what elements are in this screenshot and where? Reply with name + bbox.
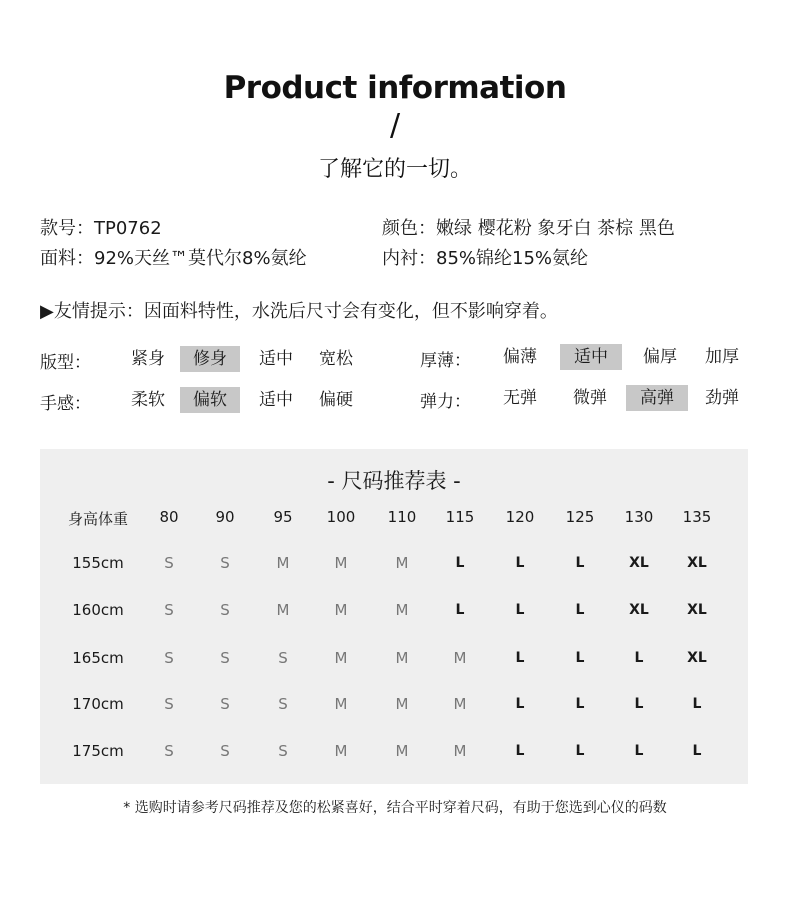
thickness-label: 厚薄：: [420, 351, 471, 371]
height-label: 165cm: [72, 649, 124, 667]
size-cell: XL: [687, 650, 707, 666]
weight-header: 110: [387, 508, 417, 526]
feel-label: 手感：: [40, 394, 91, 414]
thickness-option-selected: 适中: [560, 344, 622, 370]
style-number: 款号：TP0762: [40, 218, 162, 239]
fabric-composition: 面料：92%天丝™莫代尔8%氨纶: [40, 248, 307, 269]
weight-header: 115: [445, 508, 475, 526]
size-table-title: - 尺码推荐表 -: [327, 469, 461, 493]
size-cell: L: [575, 696, 585, 712]
height-label: 175cm: [72, 742, 124, 760]
care-tip: ▶友情提示：因面料特性，水洗后尺寸会有变化，但不影响穿着。: [40, 301, 558, 322]
size-cell: S: [220, 601, 230, 619]
color-options: 颜色：嫩绿 樱花粉 象牙白 茶棕 黑色: [382, 218, 675, 239]
footnote: * 选购时请参考尺码推荐及您的松紧喜好，结合平时穿着尺码，有助于您选到心仪的码数: [123, 800, 667, 816]
size-cell: S: [278, 649, 288, 667]
feel-option: 偏硬: [319, 390, 353, 410]
size-cell: S: [164, 695, 174, 713]
size-cell: L: [575, 555, 585, 571]
size-cell: M: [395, 742, 409, 760]
fit-label: 版型：: [40, 353, 91, 373]
elasticity-label: 弹力：: [420, 392, 471, 412]
height-label: 155cm: [72, 554, 124, 572]
size-cell: M: [334, 649, 348, 667]
size-cell: L: [634, 743, 644, 759]
size-cell: M: [395, 649, 409, 667]
size-cell: L: [455, 555, 465, 571]
size-cell: S: [220, 742, 230, 760]
fit-option-selected: 修身: [180, 346, 240, 372]
size-cell: M: [453, 695, 467, 713]
size-cell: XL: [687, 555, 707, 571]
size-cell: S: [278, 742, 288, 760]
elasticity-option: 无弹: [503, 388, 537, 408]
size-cell: L: [634, 696, 644, 712]
size-cell: S: [164, 649, 174, 667]
weight-header: 130: [624, 508, 654, 526]
size-cell: M: [334, 742, 348, 760]
size-cell: M: [453, 742, 467, 760]
table-corner-header: 身高体重: [67, 510, 128, 528]
size-cell: M: [276, 554, 290, 572]
weight-header: 80: [159, 508, 179, 526]
size-cell: L: [515, 696, 525, 712]
elasticity-option-selected: 高弹: [626, 385, 688, 411]
size-cell: S: [164, 742, 174, 760]
size-cell: L: [515, 602, 525, 618]
thickness-option: 加厚: [705, 347, 739, 367]
elasticity-option: 微弹: [573, 388, 607, 408]
lining-composition: 内衬：85%锦纶15%氨纶: [382, 248, 589, 269]
weight-header: 100: [326, 508, 356, 526]
weight-header: 125: [565, 508, 595, 526]
weight-header: 135: [682, 508, 712, 526]
thickness-option: 偏厚: [643, 347, 677, 367]
size-cell: S: [220, 695, 230, 713]
size-cell: L: [575, 602, 585, 618]
size-cell: M: [334, 695, 348, 713]
weight-header: 90: [215, 508, 235, 526]
size-cell: M: [334, 554, 348, 572]
size-cell: M: [276, 601, 290, 619]
size-cell: L: [455, 602, 465, 618]
height-label: 170cm: [72, 695, 124, 713]
size-cell: S: [278, 695, 288, 713]
size-cell: L: [515, 650, 525, 666]
title-divider: /: [389, 108, 401, 143]
size-cell: XL: [629, 555, 649, 571]
size-cell: M: [453, 649, 467, 667]
page-title: Product information: [223, 70, 567, 106]
height-label: 160cm: [72, 601, 124, 619]
feel-option-selected: 偏软: [180, 387, 240, 413]
feel-option: 适中: [259, 390, 293, 410]
size-cell: S: [220, 554, 230, 572]
fit-option: 适中: [259, 349, 293, 369]
size-cell: M: [334, 601, 348, 619]
elasticity-option: 劲弹: [705, 388, 739, 408]
thickness-option: 偏薄: [503, 347, 537, 367]
size-cell: XL: [629, 602, 649, 618]
size-cell: L: [575, 743, 585, 759]
size-cell: S: [164, 601, 174, 619]
size-cell: L: [575, 650, 585, 666]
weight-header: 120: [505, 508, 535, 526]
size-cell: L: [692, 743, 702, 759]
size-cell: L: [515, 555, 525, 571]
size-cell: S: [164, 554, 174, 572]
page-subtitle: 了解它的一切。: [317, 157, 472, 182]
size-cell: M: [395, 695, 409, 713]
fit-option: 宽松: [319, 349, 353, 369]
size-cell: L: [515, 743, 525, 759]
size-cell: XL: [687, 602, 707, 618]
size-cell: M: [395, 554, 409, 572]
fit-option: 紧身: [131, 349, 165, 369]
size-cell: S: [220, 649, 230, 667]
weight-header: 95: [273, 508, 293, 526]
feel-option: 柔软: [131, 390, 165, 410]
size-cell: L: [634, 650, 644, 666]
size-cell: M: [395, 601, 409, 619]
size-cell: L: [692, 696, 702, 712]
